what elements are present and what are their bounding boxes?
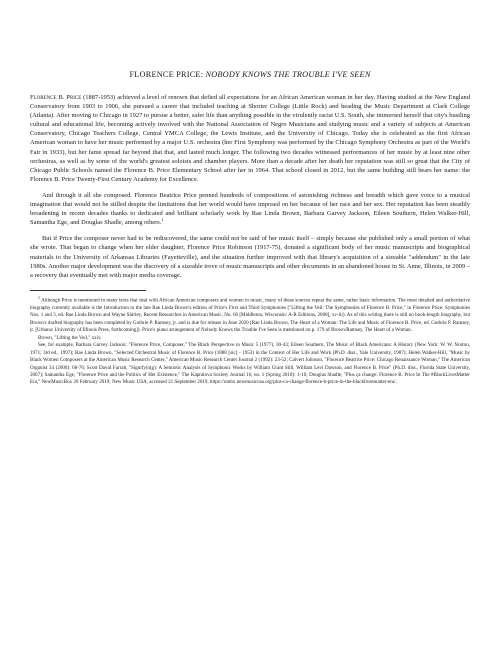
title-prefix: FLORENCE PRICE: xyxy=(129,70,206,79)
footnote-1 xyxy=(30,294,470,335)
footnote-1-text: Although Price is mentioned in many texts that deal with African American composers and women in music, many of these sources repeat the same, rather basic information. The most detailed and authoritative biography currently available is the Introduction to the late Rae Linda Brown's edition of Price's First and Third Symphonies ("Lifting the Veil: The Symphonies of Florence B. Price," in Florence Price: Symphonies Nos. 1 and 3, ed. Rae Linda Brown and Wayne Shirley, Recent Researches in American Music, No. 66 [Middleton, Wisconsin: A-R Editions, 2008], xv-lii). As of this writing there is still no book-length biography, but Brown's drafted biography has been completed by Guthrie P. Ramsey, jr. and is due for release in June 2020 (Rae Linda Brown, The Heart of a Woman: The Life and Music of Florence B. Price, ed. Guthrie P. Ramsey, jr. [Urbana: University of Illinois Press, forthcoming]). Price's piano arrangement of Nobody Knows the Trouble I've Seen is mentioned on p. 179 of Brown/Ramsey, The Heart of a Woman. xyxy=(30,297,470,334)
footnote-divider xyxy=(30,290,146,291)
paragraph-1-lead: Florence B. Price xyxy=(30,94,82,101)
paragraph-1-text: (1887-1953) achieved a level of renown that defied all expectations for an African American woman in her day. Having studied at the New England Conservatory from 1903 to 1906, she pursued a career that included teaching at Shorter College (Little Rock) and heading the Music Department at Clark College (Atlanta). After moving to Chicago in 1927 to pursue a better, safer life than anything possible in the virulently racist U.S. South, she immersed herself that city's bustling cultural and educational life, becoming actively involved with the National Association of Negro Musicians and studying music and a variety of subjects at American Conservatory, Chicago Teachers College, Central YMCA College, the Lewis Institute, and the University of Chicago. Today she is celebrated as the first African American woman to have her music performed by a major U.S. orchestra (her First Symphony was performed by the Chicago Symphony Orchestra as part of the World's Fair in 1933), but her fame spread far beyond that that, and lasted much longer. The following two decades witnessed performances of her music by at least nine other orchestras, as well as by some of the world's greatest soloists and chamber players. More than a decade after her death her reputation was still so great that the City of Chicago Public Schools named the Florence B. Price Elementary School after her in 1964. That school closed in 2012, but the same building still bears her name: the Florence B. Price Twenty-First Century Academy for Excellence. xyxy=(30,94,470,183)
footnote-ref-1[interactable]: 1 xyxy=(161,217,164,223)
paragraph-3 xyxy=(30,234,470,279)
paragraph-3-text: But if Price the composer never had to be rediscovered, the same could not be said of her music itself – simply because she published only a small portion of what she wrote. That began to change when her elder daughter, Florence Price Robinson (1917-75), donated a significant body of her music manuscripts and biographical materials to the University of Arkansas Libraries (Fayetteville), and the situation further improved with that library's acquisition of a sizeable "addendum" in the late 1980s. Another major development was the discovery of a sizeable trove of music manuscripts and other documents in an abandoned house in St. Anne, Illinois, in 2009 – a recovery that eventually met with major media coverage. xyxy=(30,235,470,279)
paragraph-2 xyxy=(30,191,470,227)
footnote-3 xyxy=(30,342,470,387)
page-title xyxy=(30,70,470,80)
footnote-3-text: See, for example, Barbara Garvey Jackson: "Florence Price, Composer," The Black Perspective in Music 5 (1977), 30-43; Eileen Southern, The Music of Black Americans: A History (New York: W. W. Norton, 1971; 3rd ed., 1997); Rae Linda Brown, "Selected Orchestral Music of Florence B. Price (1888 [sic] - 1953) in the Context of Her Life and Work (Ph.D. diss., Yale University, 1987); Helen Walker-Hill, "Music by Black Women Composers at the American Music Research Center," American Music Research Center Journal 2 (1992): 23-52; Calvert Johnson, "Florence Beatrice Price: Chicago Renaissance Woman," The American Organist 34 (2000): 68-76; Scott David Farrah, "Signifyin(g): A Semiotic Analysis of Symphonic Works by William Grant Still, William Levi Dawson, and Florence B. Price" (Ph.D. diss., Florida State University, 2007); Samantha Ege, "Florence Price and the Politics of Her Existence," The Kapralova Society Journal 16, no. 1 (Spring 2018): 1-10; Douglas Shadle, "Plus ça change: Florence B. Price In The #BlackLivesMatter Era," NewMusicBox 20 February 2019; New Music USA, accessed 21 September 2019, https://nmbx.newmusicusa.org/plus-ca-change-florence-b-price-in-the-blacklivesmatter-era/. xyxy=(30,342,470,386)
paragraph-1 xyxy=(30,93,470,184)
paragraph-2-text: And through it all she composed. Florence Beatrice Price penned hundreds of compositions of astonishing richness and breadth which gave voice to a musical imagination that would not be stilled despite the limitations that her world would have imposed on her because of her race and her sex. Her reputation has been steadily broadening in recent decades thanks to dedicated and brilliant scholarly work by Rae Linda Brown, Barbara Garvey Jackson, Eileen Southern, Helen Walker-Hill, Samantha Ege, and Douglas Shadle, among others. xyxy=(30,191,470,227)
footnote-2-text: Brown, "Lifting the Veil," xxiv. xyxy=(38,334,102,341)
title-italic: NOBODY KNOWS THE TROUBLE I'VE SEEN xyxy=(205,70,371,79)
footnote-1-marker: 1 xyxy=(38,294,40,300)
